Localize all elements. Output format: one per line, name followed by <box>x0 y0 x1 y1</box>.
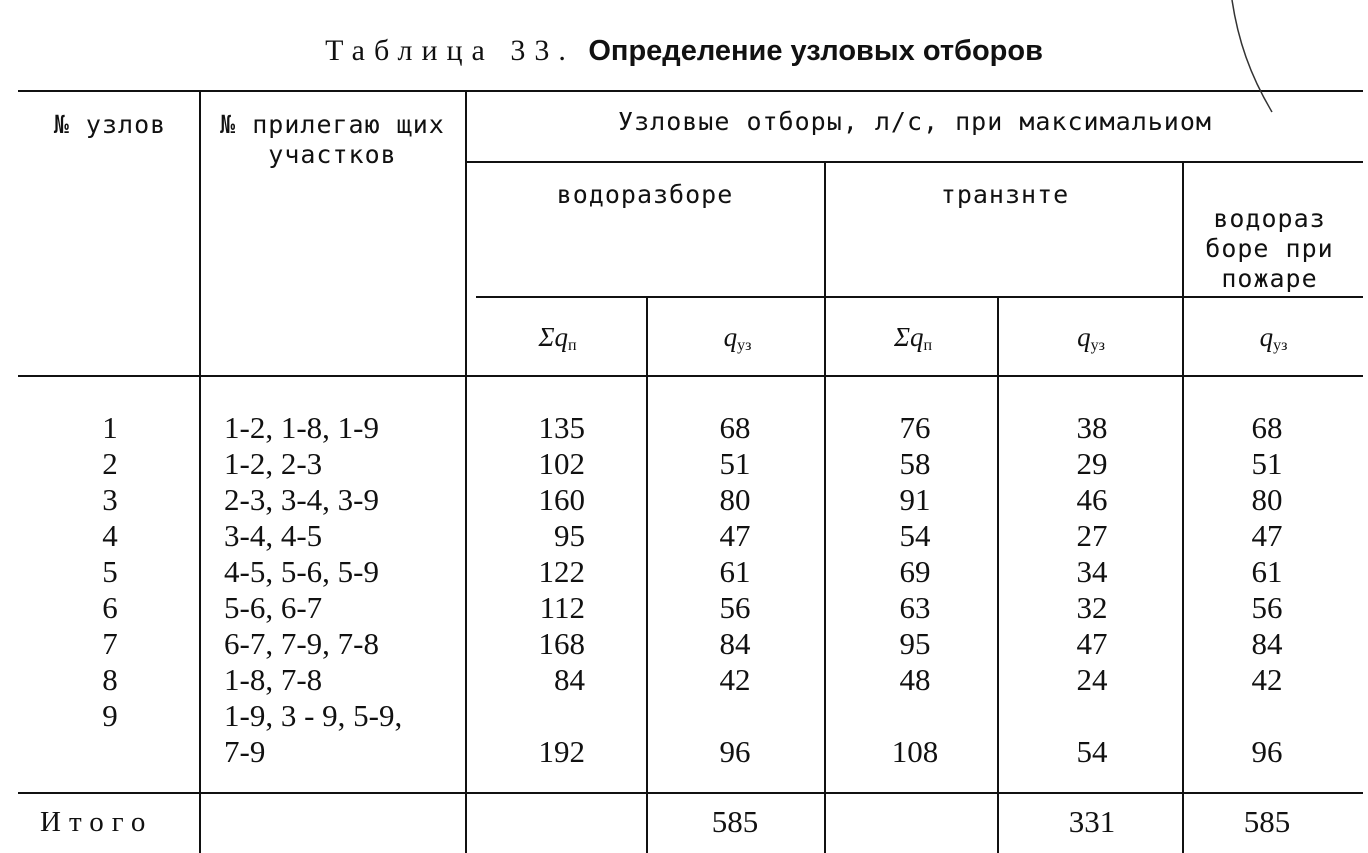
table-cell: 7-9 <box>224 734 266 769</box>
table-cell: 3 <box>102 482 118 517</box>
table-cell: 63 <box>899 590 931 625</box>
table-cell: 42 <box>719 662 751 697</box>
column-node-numbers <box>60 410 160 770</box>
table-cell: 3-4, 4-5 <box>224 518 323 553</box>
subheader-q-node-3: $q_{уз}$ <box>1259 322 1288 354</box>
table-cell <box>1212 698 1322 734</box>
table-cell: 6-7, 7-9, 7-8 <box>224 626 379 661</box>
subheader-q-node-1: $q_{уз}$ <box>723 322 752 354</box>
table-cell: 96 <box>1251 734 1283 769</box>
table-cell: 54 <box>1076 734 1108 769</box>
subheader-sum-q-2: $\Sigma q_п$ <box>893 322 933 354</box>
table-cell: 47 <box>1076 626 1108 661</box>
table-cell: 34 <box>1076 554 1108 589</box>
table-cell: 1-9, 3 - 9, 5-9, <box>224 698 403 733</box>
table-cell: 160 <box>538 482 585 517</box>
header-fire-draw: водораз боре при пожаре <box>1205 204 1334 293</box>
table-cell: 47 <box>1251 518 1283 553</box>
total-label: Итого <box>40 806 154 838</box>
table-cell: 95 <box>899 626 931 661</box>
column-sum-q-transit <box>860 410 970 770</box>
table-cell: 68 <box>1251 410 1283 445</box>
table-cell: 68 <box>719 410 751 445</box>
header-nodal-withdrawals: Узловые отборы, л/с, при максимальиом <box>618 107 1212 136</box>
table-cell: 80 <box>719 482 751 517</box>
table-cell: 9 <box>102 698 118 733</box>
table-cell: 7 <box>102 626 118 661</box>
table-cell: 47 <box>719 518 751 553</box>
table-cell: 2 <box>102 446 118 481</box>
table-cell: 91 <box>899 482 931 517</box>
table-cell: 61 <box>1251 554 1283 589</box>
table-cell: 32 <box>1076 590 1108 625</box>
table-cell: 48 <box>899 662 931 697</box>
total-q-transit: 331 <box>1068 804 1116 839</box>
table-cell: 96 <box>719 734 751 769</box>
table-cell: 38 <box>1076 410 1108 445</box>
table-cell <box>490 698 585 734</box>
table-cell: 61 <box>719 554 751 589</box>
table-cell <box>1037 698 1147 734</box>
column-q-node-water-draw <box>680 410 790 770</box>
table-cell: 56 <box>719 590 751 625</box>
column-q-node-transit <box>1037 410 1147 770</box>
table-cell: 84 <box>1251 626 1283 661</box>
table-cell: 51 <box>719 446 751 481</box>
header-water-draw: водоразборе <box>556 180 734 209</box>
column-adjacent-sections <box>224 410 459 770</box>
table-cell: 29 <box>1076 446 1108 481</box>
table-cell <box>860 698 970 734</box>
table-cell: 168 <box>538 626 585 661</box>
table-cell: 5-6, 6-7 <box>224 590 323 625</box>
rule-col-1 <box>199 90 201 853</box>
table-cell: 84 <box>554 662 585 697</box>
table-cell: 122 <box>538 554 585 589</box>
subheader-q-node-2: $q_{уз}$ <box>1077 322 1105 354</box>
table-cell: 42 <box>1251 662 1283 697</box>
table-cell: 80 <box>1251 482 1283 517</box>
total-q-fire: 585 <box>1243 804 1291 839</box>
table-cell: 58 <box>899 446 931 481</box>
table-cell: 56 <box>1251 590 1283 625</box>
table-cell: 4-5, 5-6, 5-9 <box>224 554 379 589</box>
rule-col-3 <box>646 296 648 853</box>
total-q-water-draw: 585 <box>711 804 759 839</box>
table-cell: 8 <box>102 662 118 697</box>
table-cell: 1 <box>102 410 118 445</box>
table-cell: 46 <box>1076 482 1108 517</box>
subheader-sum-q-1: $\Sigma q_п$ <box>538 322 577 354</box>
table-cell: 95 <box>554 518 585 553</box>
column-sum-q-water-draw <box>490 410 585 770</box>
rule-col-5 <box>997 296 999 853</box>
table-title: Определение узловых отборов <box>588 35 1043 67</box>
table-cell: 51 <box>1251 446 1283 481</box>
rule-col-2 <box>465 90 467 853</box>
scan-scratch-line <box>1220 0 1280 115</box>
table-cell: 135 <box>538 410 585 445</box>
table-cell: 84 <box>719 626 751 661</box>
table-cell: 2-3, 3-4, 3-9 <box>224 482 379 517</box>
table-cell: 1-2, 2-3 <box>224 446 323 481</box>
table-cell: 102 <box>538 446 585 481</box>
rule-main-header <box>466 161 1363 163</box>
header-nodes: № узлов <box>53 110 167 139</box>
rule-group-header <box>476 296 1363 298</box>
column-q-node-fire <box>1212 410 1322 770</box>
table-cell: 192 <box>538 734 585 769</box>
header-transit: транзнте <box>940 180 1070 209</box>
table-cell: 69 <box>899 554 931 589</box>
table-cell: 1-2, 1-8, 1-9 <box>224 410 379 445</box>
table-caption <box>0 34 1368 68</box>
table-cell: 6 <box>102 590 118 625</box>
table-cell: 112 <box>539 590 585 625</box>
table-cell: 108 <box>891 734 939 769</box>
table-cell: 76 <box>899 410 931 445</box>
rule-col-4 <box>824 161 826 853</box>
table-cell: 54 <box>899 518 931 553</box>
table-cell: 5 <box>102 554 118 589</box>
table-number: Таблица 33. <box>325 34 575 67</box>
header-sections: № прилегаю щих участков <box>220 110 445 169</box>
rule-top <box>18 90 1363 92</box>
table-cell: 24 <box>1076 662 1108 697</box>
table-cell <box>680 698 790 734</box>
rule-header-bottom <box>18 375 1363 377</box>
table-cell <box>60 734 160 770</box>
rule-col-6 <box>1182 161 1184 853</box>
rule-body-bottom <box>18 792 1363 794</box>
table-cell: 4 <box>102 518 118 553</box>
table-cell: 27 <box>1076 518 1108 553</box>
table-cell: 1-8, 7-8 <box>224 662 323 697</box>
